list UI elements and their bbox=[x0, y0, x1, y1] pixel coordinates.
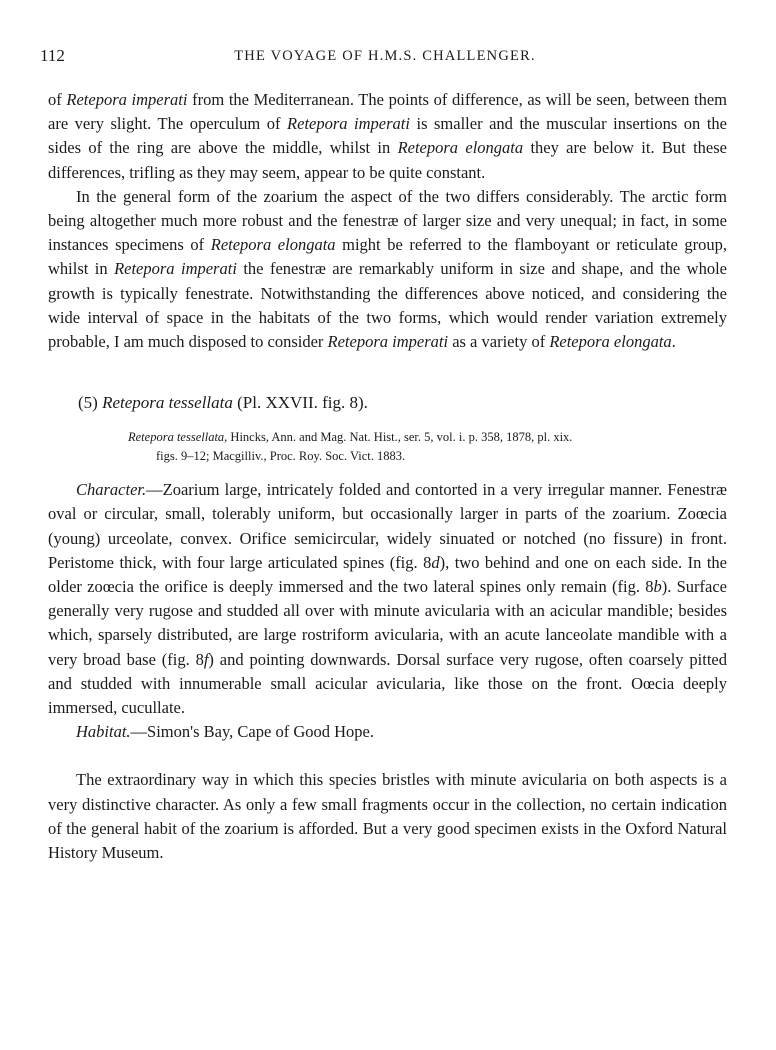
text: ). Surface generally very rugose and studded all over with minute avicularia with an acicular mandible; besides which, sparsely distributed, are large rostriform avicularia, with an acute lanceolate mandible with a very broad base (fig. 8 bbox=[48, 577, 727, 669]
text: from the Mediterranean. The points of difference, as will be seen, between them are very slight. The operculum of bbox=[48, 90, 727, 134]
text: The extraordinary way in which this species bristles with minute avicularia on both aspects is a very distinctive character. As only a few small fragments occur in the collection, no certain indication of the general habit of the zoarium is afforded. But a very good specimen exists in the Oxford Natural History Museum. bbox=[48, 770, 727, 863]
synonymy-block bbox=[48, 414, 727, 466]
species-name: Retepora elongata bbox=[210, 235, 336, 255]
page-number: 112 bbox=[40, 46, 65, 65]
text: —Simon's Bay, Cape of Good Hope. bbox=[130, 722, 374, 742]
habitat-line bbox=[48, 720, 727, 744]
text: might be referred to the flamboyant or reticulate group, whilst in bbox=[48, 235, 727, 279]
species-heading bbox=[48, 392, 727, 414]
text: In the general form of the zoarium the aspect of the two differs considerably. The arctic form being altogether much more robust and the fenestræ of larger size and very unequal; in fact, in some instances specimens of bbox=[48, 186, 727, 255]
figure-letter: b bbox=[653, 577, 662, 597]
species-number: (5) bbox=[78, 393, 103, 413]
text: the fenestræ are remarkably uniform in size and shape, and the whole growth is typically fenestrate. Notwithstanding the differences above noticed, and considering the wide interval of space in the habitats of the two forms, which would render variation extremely probable, I am much disposed to consider bbox=[48, 259, 727, 352]
paragraph-comparison bbox=[48, 185, 727, 354]
section-label: Character. bbox=[76, 480, 147, 500]
plate-reference: (Pl. XXVII. fig. 8). bbox=[232, 393, 368, 413]
character-description bbox=[48, 478, 727, 720]
species-name: Retepora imperati bbox=[66, 90, 188, 109]
paragraph-continuation bbox=[48, 88, 727, 185]
page-header bbox=[40, 46, 730, 68]
species-name: Retepora imperati bbox=[114, 259, 237, 279]
text: as a variety of bbox=[448, 332, 550, 352]
synonym-name: Retepora tessellata bbox=[128, 430, 225, 445]
text: they are below it. But these differences, trifling as they may seem, appear to be quite constant. bbox=[48, 138, 727, 182]
text: is smaller and the muscular insertions on the sides of the ring are above the middle, whilst in bbox=[48, 114, 727, 158]
species-name: Retepora tessellata bbox=[102, 393, 233, 413]
species-name: Retepora elongata bbox=[397, 138, 524, 158]
figure-letter: d bbox=[431, 552, 440, 572]
section-label: Habitat. bbox=[76, 722, 131, 742]
page-body bbox=[48, 88, 727, 865]
species-name: Retepora imperati bbox=[327, 332, 449, 352]
paragraph-remarks bbox=[48, 768, 727, 865]
text: ) and pointing downwards. Dorsal surface very rugose, often coarsely pitted and studded with innumerable small acicular avicularia, like those on the front. Oœcia deeply immersed, cucullate. bbox=[48, 649, 727, 718]
synonym-citation-continued: figs. 9–12; Macgilliv., Proc. Roy. Soc. Vict. 1883. bbox=[156, 449, 406, 464]
text: ), two behind and one on each side. In the older zoœcia the orifice is deeply immersed and the two lateral spines only remain (fig. 8 bbox=[48, 552, 727, 597]
synonym-citation: , Hincks, Ann. and Mag. Nat. Hist., ser. 5, vol. i. p. 358, 1878, pl. xix. bbox=[224, 430, 573, 445]
species-name: Retepora elongata bbox=[549, 332, 672, 352]
species-name: Retepora imperati bbox=[287, 114, 410, 134]
running-title: THE VOYAGE OF H.M.S. CHALLENGER. bbox=[234, 48, 536, 64]
figure-letter: f bbox=[203, 649, 209, 669]
text: of bbox=[48, 90, 67, 109]
text: —Zoarium large, intricately folded and contorted in a very irregular manner. Fenestræ oval or circular, small, tolerably uniform, but occasionally larger in parts of the zoarium. Zoœcia (young) urceolate, convex. Orifice semicircular, widely sinuated or notched (no fissure) in front. Peristome thick, with four large articulated spines (fig. 8 bbox=[48, 480, 727, 572]
text: . bbox=[671, 332, 676, 352]
